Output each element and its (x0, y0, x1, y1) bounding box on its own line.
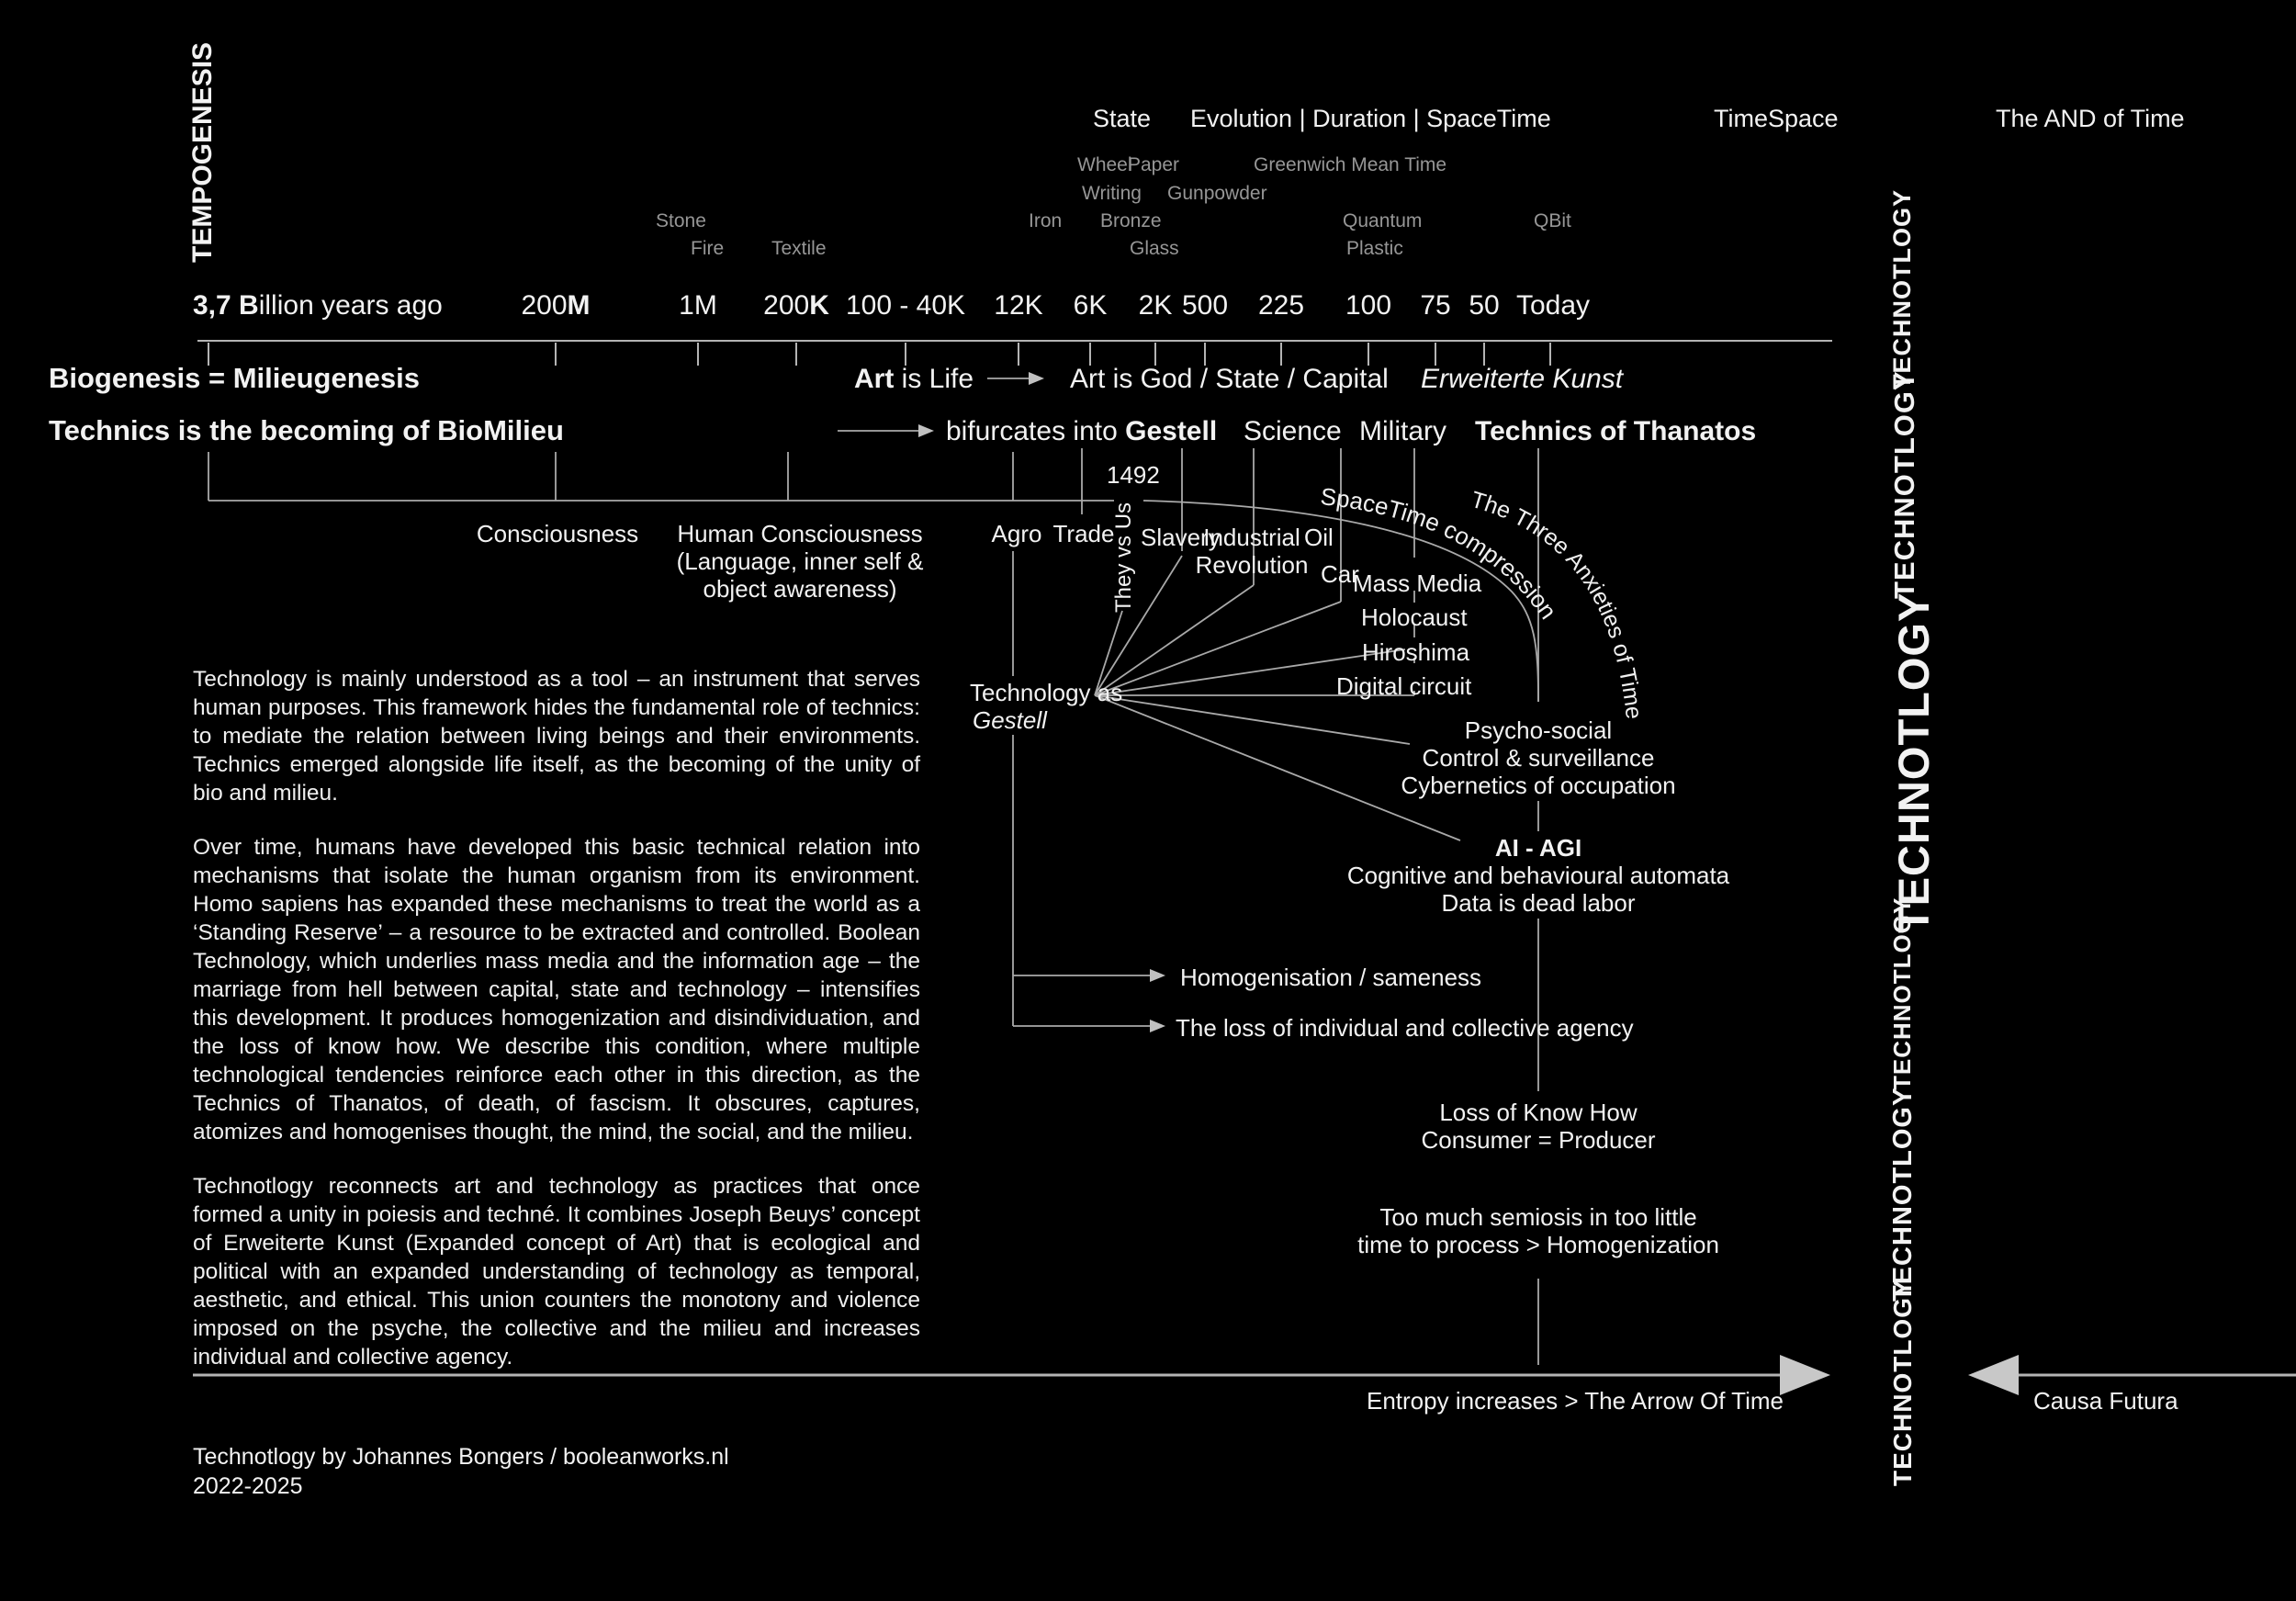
label-gunpowder: Gunpowder (1167, 183, 1267, 204)
tick-225: 225 (1257, 290, 1305, 321)
ai-agi-line-2: Cognitive and behavioural automata (1346, 862, 1730, 889)
event-trade: Trade (1052, 520, 1115, 547)
event-agro: Agro (991, 520, 1042, 547)
row-art-is-life: Art is Life (854, 364, 974, 394)
event-car: Car (1321, 560, 1359, 588)
label-writing: Writing (1082, 183, 1142, 204)
label-iron: Iron (1029, 210, 1063, 231)
description-text (193, 665, 920, 1397)
label-textile: Textile (771, 238, 827, 259)
tick-6k: 6K (1073, 290, 1108, 321)
description-paragraph-1: Technology is mainly understood as a tool – an instrument that serves human purposes. This framework hides the fundamental role of technics: to mediate the relation between living beings and their environments. Technics emerged alongside life itself, as the becoming of the unity of bio and milieu. (193, 667, 920, 806)
tick-12k: 12K (994, 290, 1043, 321)
tick-1m: 1M (679, 290, 717, 321)
credit-line-1: Technotlogy by Johannes Bongers / booleanworks.nl (193, 1444, 729, 1470)
tick-50: 50 (1469, 290, 1500, 321)
label-loss-of-agency: The loss of individual and collective agency (1176, 1014, 1634, 1042)
label-glass: Glass (1130, 238, 1179, 259)
technotlogy-vertical-5: TECHNOTLOGY (1888, 1087, 1918, 1302)
tick-500: 500 (1181, 290, 1229, 321)
label-technology-as: Technology as (970, 679, 1123, 706)
description-paragraph-3: Technotlogy reconnects art and technology as practices that once formed a unity in poiesis and techné. It combines Joseph Beuys’ concept of Erweiterte Kunst (Expanded concept of Art) that is ecological and political with an expanded understanding of technology as temporal, aesthetic, and ethical. This union counters the monotony and violence imposed on the psyche, the collective and the milieu and increases individual and collective agency. (193, 1174, 920, 1370)
event-industrial: Industrial (1203, 524, 1300, 551)
label-causa-futura: Causa Futura (2033, 1387, 2178, 1415)
technotlogy-vertical-6: TECHNOTLOGY (1888, 1279, 1917, 1486)
header-evolution-duration-spacetime: Evolution | Duration | SpaceTime (1190, 105, 1551, 132)
label-wheel: Wheel (1077, 154, 1132, 175)
event-1492: 1492 (1107, 461, 1160, 489)
label-bronze: Bronze (1100, 210, 1162, 231)
psycho-social-line-3: Cybernetics of occupation (1401, 772, 1676, 799)
header-timespace: TimeSpace (1714, 105, 1839, 132)
label-quantum: Quantum (1343, 210, 1423, 231)
technotlogy-vertical-1: TECHNOTLOGY (1888, 189, 1916, 389)
tempogenesis-title: TEMPOGENESIS (187, 41, 218, 264)
event-revolution: Revolution (1195, 551, 1309, 579)
label-fire: Fire (691, 238, 725, 259)
tick-2k: 2K (1138, 290, 1173, 321)
row-biogenesis: Biogenesis = Milieugenesis (49, 362, 420, 394)
three-anxieties-curved-label: The Three Anxieties of Time (1468, 486, 1648, 721)
event-human-consciousness-2: (Language, inner self & (676, 547, 924, 575)
row-erweiterte-kunst: Erweiterte Kunst (1421, 364, 1624, 394)
spacetime-compression-curved-label: SpaceTime compression (1319, 482, 1563, 625)
tick-200m: 200M (521, 290, 591, 321)
row-bifurcates-into-gestell: bifurcates into Gestell (946, 416, 1218, 446)
label-gestell: Gestell (973, 706, 1047, 734)
event-holocaust: Holocaust (1361, 603, 1468, 631)
event-human-consciousness-1: Human Consciousness (677, 520, 923, 547)
event-mass-media: Mass Media (1353, 569, 1482, 597)
row-technics-of-thanatos: Technics of Thanatos (1475, 416, 1757, 446)
ai-agi-title: AI - AGI (1494, 834, 1582, 862)
psycho-social-line-1: Psycho-social (1464, 716, 1613, 744)
tick-100: 100 (1345, 290, 1392, 321)
label-loss-of-know-how: Loss of Know How (1439, 1099, 1638, 1126)
credit-line-2: 2022-2025 (193, 1473, 303, 1499)
event-slavery: Slavery (1141, 524, 1221, 551)
header-state: State (1093, 105, 1152, 132)
event-hiroshima: Hiroshima (1362, 638, 1470, 666)
label-greenwich-mean-time: Greenwich Mean Time (1254, 154, 1447, 175)
label-qbit: QBit (1534, 210, 1571, 231)
credit (193, 1442, 729, 1501)
tick-today: Today (1515, 290, 1591, 321)
timeline-axis (197, 341, 1832, 366)
label-entropy-arrow-of-time: Entropy increases > The Arrow Of Time (1367, 1387, 1784, 1415)
label-semiosis-line-1: Too much semiosis in too little (1379, 1203, 1697, 1231)
psycho-social-line-2: Control & surveillance (1422, 744, 1655, 772)
event-oil: Oil (1304, 524, 1334, 551)
event-consciousness: Consciousness (476, 520, 639, 547)
ai-agi-line-3: Data is dead labor (1441, 889, 1636, 917)
label-paper: Paper (1128, 154, 1180, 175)
tick-75: 75 (1420, 290, 1451, 321)
row-science: Science (1244, 416, 1342, 446)
technotlogy-vertical-2: TECHNOTLOGY (1888, 370, 1920, 600)
tick-3-7-billion-years-ago: 3,7 Billion years ago (193, 290, 443, 321)
technotlogy-vertical-3: TECHNOTLOGY (1889, 592, 1938, 933)
label-semiosis-line-2: time to process > Homogenization (1357, 1231, 1719, 1258)
label-homogenisation: Homogenisation / sameness (1180, 964, 1482, 991)
row-military: Military (1359, 416, 1446, 446)
technotlogy-vertical-4: TECHNOTLOGY (1888, 896, 1916, 1091)
header-and-of-time: The AND of Time (1996, 105, 2185, 132)
row-technics-biomilieu: Technics is the becoming of BioMilieu (49, 414, 564, 446)
event-they-vs-us: They vs Us (1111, 502, 1136, 613)
description-paragraph-2: Over time, humans have developed this basic technical relation into mechanisms that isolate the human organism from its environment. Homo sapiens has expanded these mechanisms to treat the world as a ‘Standing Reserve’ – a resource to be extracted and controlled. Boolean Technology, which underlies mass media and the information age – the marriage from hell between capital, state and technology – intensifies this development. It produces homogenization and disindividuation, and the loss of know how. We describe this condition, where multiple technological tendencies reinforce each other in this direction, as the Technics of Thanatos, of death, of fascism. It obscures, captures, atomizes and homogenises thought, the mind, the social, and the milieu. (193, 835, 920, 1144)
label-consumer-producer: Consumer = Producer (1421, 1126, 1656, 1154)
label-stone: Stone (656, 210, 706, 231)
tick-200k: 200K (763, 290, 829, 321)
row-art-is-god-state-capital: Art is God / State / Capital (1070, 364, 1389, 394)
tick-100-40k: 100 - 40K (845, 290, 966, 321)
label-plastic: Plastic (1346, 238, 1403, 259)
event-digital-circuit: Digital circuit (1336, 672, 1472, 700)
event-human-consciousness-3: object awareness) (703, 575, 897, 603)
